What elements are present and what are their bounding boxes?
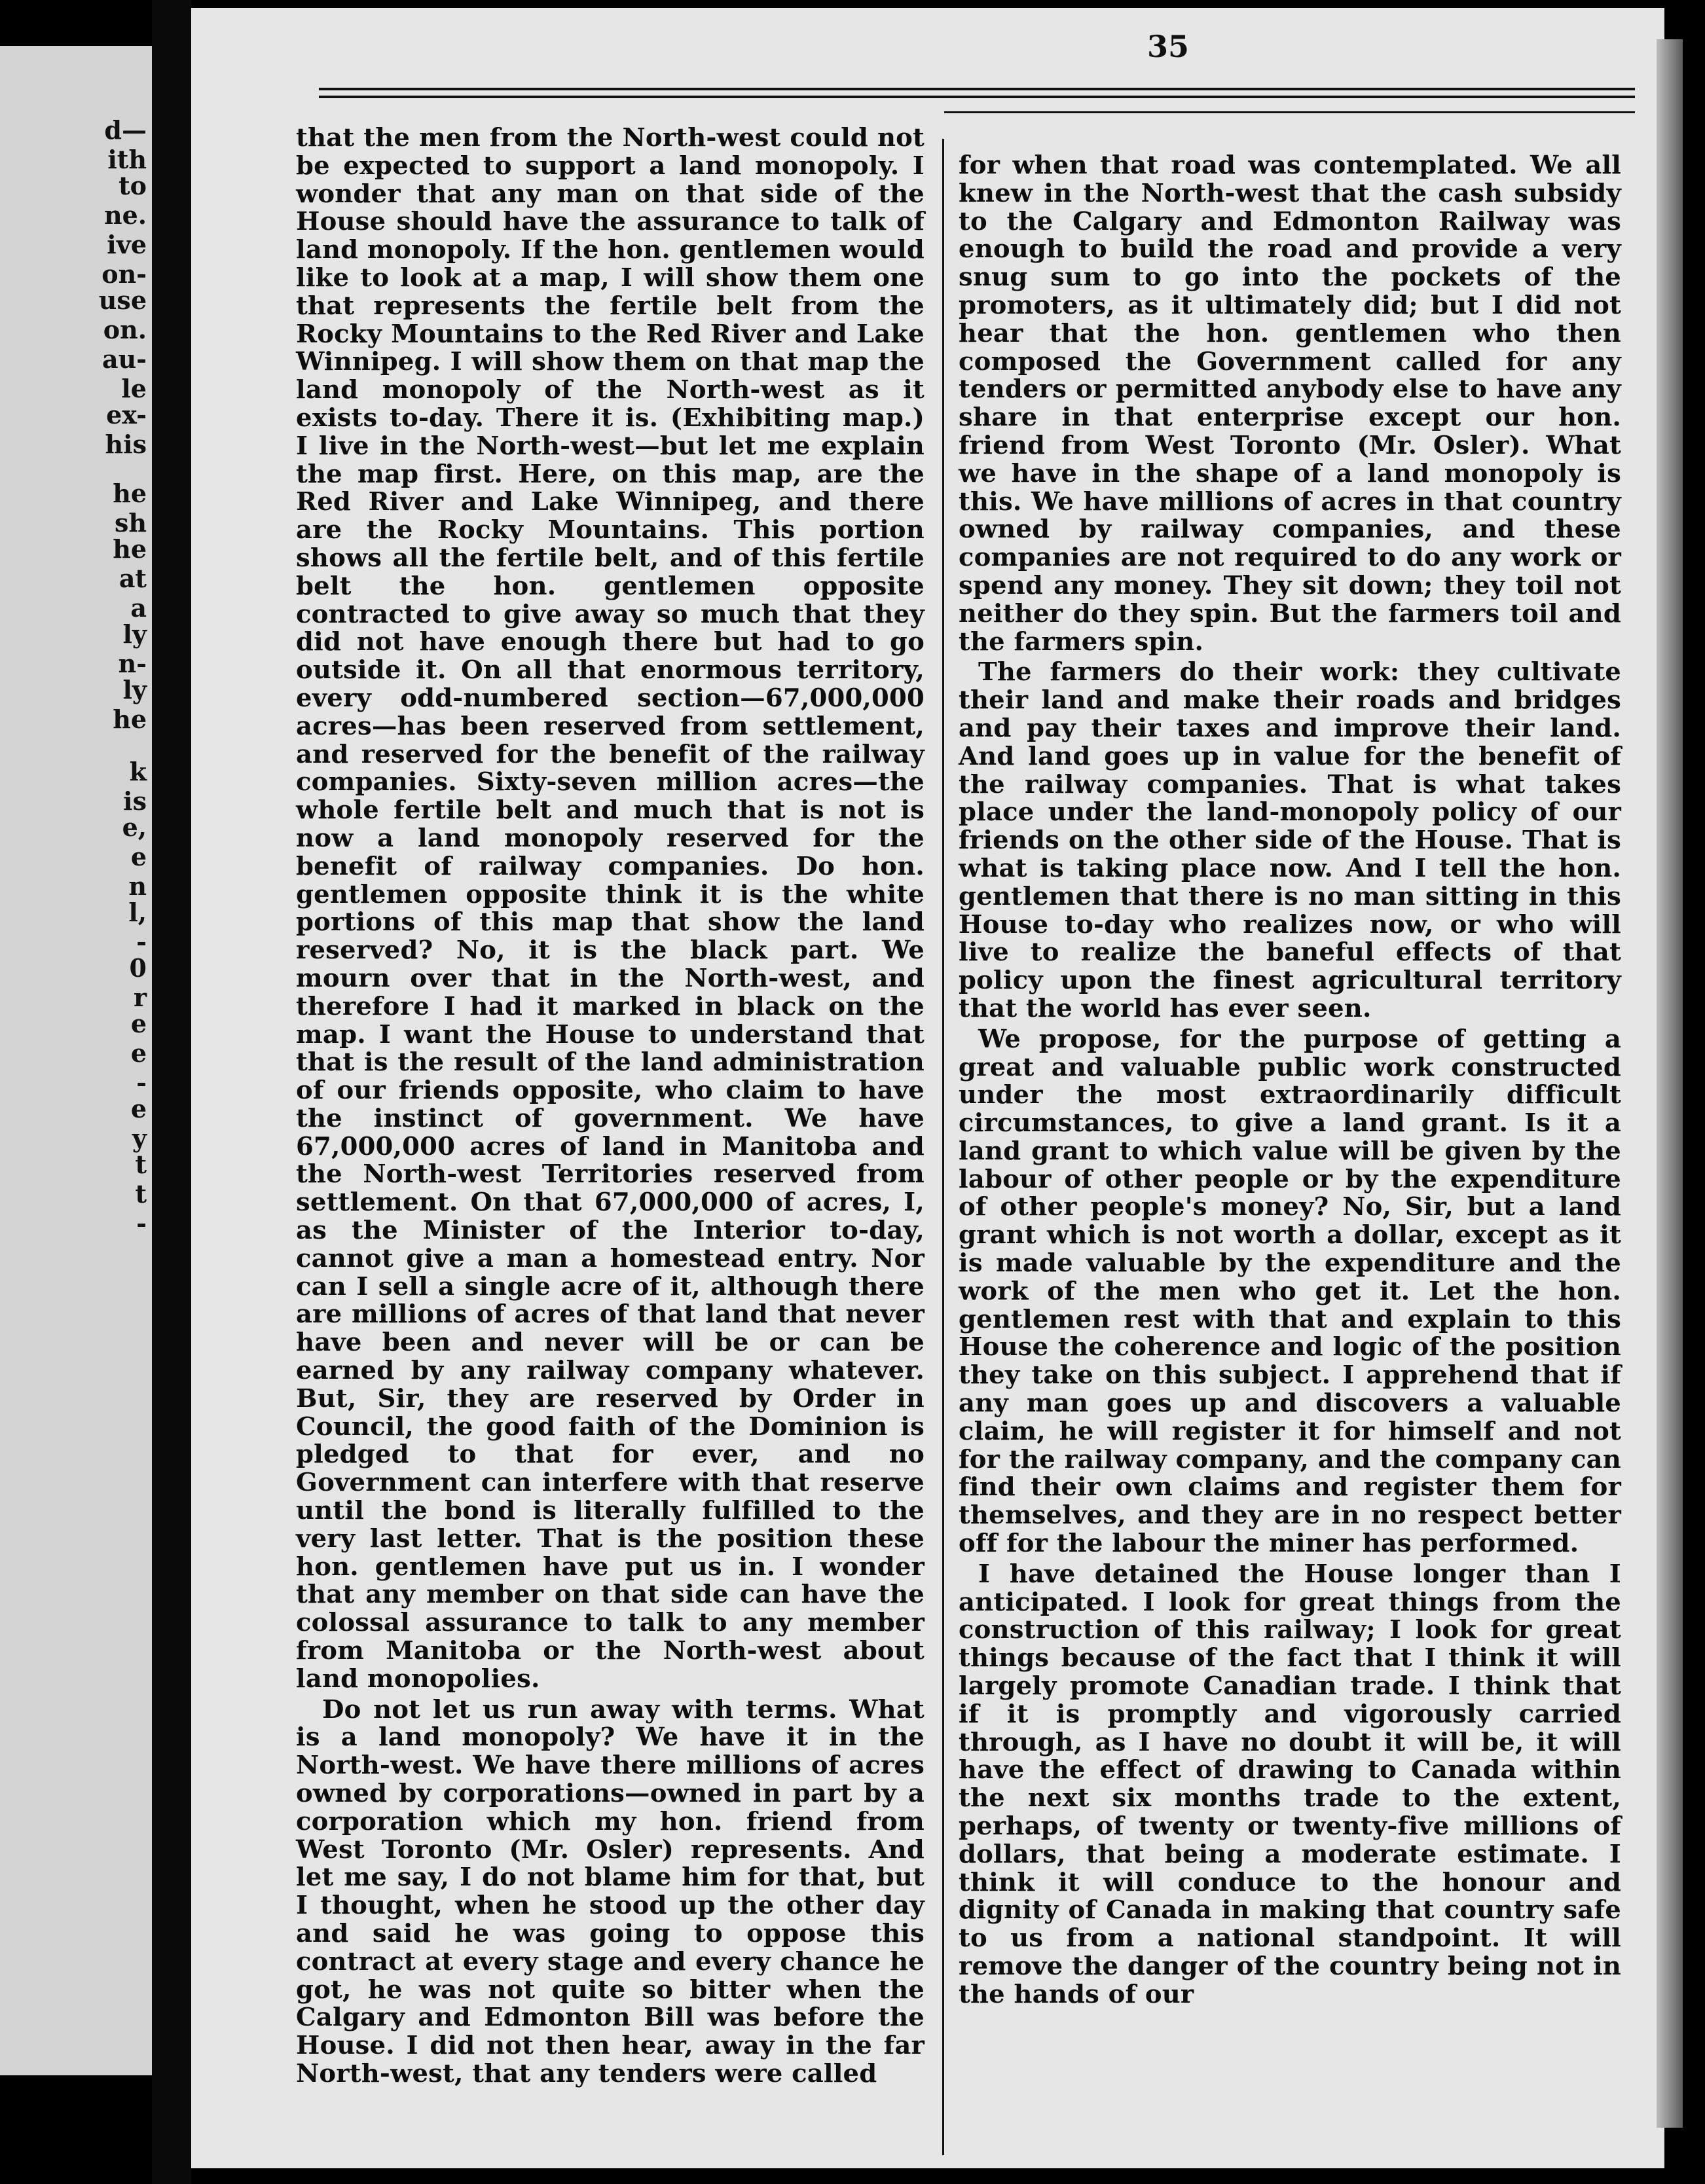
header-rule-right <box>944 111 1635 113</box>
prev-page-fragment: ly <box>122 619 147 649</box>
prev-page-fragment: n <box>128 871 147 901</box>
prev-page-fragment: d— <box>104 115 147 145</box>
prev-page-fragment: le <box>121 374 147 403</box>
prev-page-fragment: he <box>113 479 147 508</box>
prev-page-fragment: - <box>136 1068 147 1097</box>
paragraph: for when that road was contemplated. We all knew in the North-west that the cash subsidy to the Calgary and Edmonton Railway was enough to build the road and provide a very snug sum to go into the pockets of the promoters, as it ultimately did; but I did not hear that the hon. gentlemen who then composed the Government called for any tenders or permitted anybody else to have any share in that enterprise except our hon. friend from West Toronto (Mr. Osler). What we have in the shape of a land monopoly is this. We have millions of acres in that country owned by railway companies, and these companies are not required to do any work or spend any money. They sit down; they toil not neither do they spin. But the farmers toil and the farmers spin. <box>959 151 1621 657</box>
prev-page-fragment: he <box>113 534 147 564</box>
paragraph: We propose, for the purpose of getting a great and valuable public work constructed under the most extraordinarily difficult circumstances, to give a land grant. Is it a land grant to which value will be given by the labour of other people or by the expenditure of other people's money? No, Sir, but a land grant which is not worth a dollar, except as it is made valuable by the expenditure and the work of the men who get it. Let the hon. gentlemen rest with that and explain to this House the coherence and logic of the position they take on this subject. I apprehend that if any man goes up and discovers a valuable claim, he will register it for himself and not for the railway company, and the company can find their own claims and register them for themselves, and they are in no respect better off for the labour the miner has performed. <box>959 1024 1621 1559</box>
prev-page-fragment: at <box>119 564 147 593</box>
paragraph: I have detained the House longer than I anticipated. I look for great things from the construction of this railway; I look for great things because of the fact that I think it will largely promote Canadian trade. I think that if it is promptly and vigorously carried through, as I have no doubt it will be, it will have the effect of drawing to Canada within the next six months trade to the extent, perhaps, of twenty or twenty-five millions of dollars, that being a moderate estimate. I think it will conduce to the honour and dignity of Canada in making that country safe to us from a national standpoint. It will remove the danger of the country being not in the hands of our <box>959 1559 1621 2009</box>
header-rule-bottom <box>319 96 1635 98</box>
prev-page-fragment: to <box>119 171 147 200</box>
prev-page-fragment: e <box>130 842 147 871</box>
header-rule-top <box>319 88 1635 90</box>
prev-page-fragment: on. <box>103 315 147 344</box>
previous-page-edge <box>0 46 152 2075</box>
prev-page-fragment: t <box>135 1179 147 1209</box>
prev-page-fragment: y <box>132 1123 147 1153</box>
prev-page-fragment: sh <box>114 508 147 537</box>
paragraph: The farmers do their work: they cultivate their land and make their roads and bridges and pay their taxes and improve their land. And land goes up in value for the benefit of the railway companies. That is what takes place under the land-monopoly policy of our friends on the other side of the House. That is what is taking place now. And I tell the hon. gentlemen that there is no man sitting in this House to-day who realizes now, or who will live to realize the baneful effects of that policy upon the finest agricultural territory that the world has ever seen. <box>959 657 1621 1023</box>
prev-page-fragment: on- <box>101 259 147 289</box>
left-column <box>296 124 925 2088</box>
paragraph: that the men from the North-west could not be expected to support a land monopoly. I wonder that any man on that side of the House should have the assurance to talk of land monopoly. If the hon. gentlemen would like to look at a map, I will show them one that represents the fertile belt from the Rocky Mountains to the Red River and Lake Winnipeg. I will show them on that map the land monopoly of the North-west as it exists to-day. There it is. (Exhibiting map.) I live in the North-west—but let me explain the map first. Here, on this map, are the Red River and Lake Winnipeg, and there are the Rocky Mountains. This portion shows all the fertile belt, and of this fertile belt the hon. gentlemen opposite contracted to give away so much that they did not have enough there but had to go outside it. On all that enormous territory, every odd-numbered section—67,000,000 acres—has been reserved from settlement, and reserved for the benefit of the railway companies. Sixty-seven million acres—the whole fertile belt and much that is not is now a land monopoly reserved for the benefit of railway companies. Do hon. gentlemen opposite think it is the white portions of this map that show the land reserved? No, it is the black part. We mourn over that in the North-west, and therefore I had it marked in black on the map. I want the House to understand that that is the result of the land administration of our friends opposite, who claim to have the instinct of government. We have 67,000,000 acres of land in Manitoba and the North-west Territories reserved from settlement. On that 67,000,000 of acres, I, as the Minister of the Interior to-day, cannot give a man a homestead entry. Nor can I sell a single acre of it, although there are millions of acres of that land that never have been and never will be or can be earned by any railway company whatever. But, Sir, they are reserved by Order in Council, the good faith of the Dominion is pledged to that for ever, and no Government can interfere with that reserve until the bond is literally fulfilled to the very last letter. That is the position these hon. gentlemen have put us in. I wonder that any member on that side can have the colossal assurance to talk to any member from Manitoba or the North-west about land monopolies. <box>296 123 925 1694</box>
prev-page-fragment: ne. <box>103 200 147 230</box>
prev-page-fragment: use <box>98 285 147 315</box>
paragraph: Do not let us run away with terms. What is a land monopoly? We have it in the North-west. We have there millions of acres owned by corporations—owned in part by a corporation which my hon. friend from West Toronto (Mr. Osler) represents. And let me say, I do not blame him for that, but I thought, when he stood up the other day and said he was going to oppose this contract at every stage and every chance he got, he was not quite so bitter when the Calgary and Edmonton Bill was before the House. I did not then hear, away in the far North-west, that any tenders were called <box>296 1694 925 2088</box>
prev-page-fragment: t <box>135 1150 147 1179</box>
prev-page-fragment: ly <box>122 675 147 704</box>
prev-page-fragment: ith <box>107 145 147 174</box>
prev-page-fragment: e <box>130 1038 147 1068</box>
prev-page-fragment: e <box>130 1009 147 1038</box>
page <box>191 8 1664 2168</box>
prev-page-fragment: e <box>130 1094 147 1123</box>
right-column <box>959 152 1621 2009</box>
prev-page-fragment: au- <box>101 344 147 374</box>
prev-page-fragment: ive <box>107 230 147 259</box>
prev-page-fragment: l, <box>128 898 147 927</box>
prev-page-fragment: - <box>136 927 147 956</box>
prev-page-fragment: his <box>105 429 147 459</box>
prev-page-fragment: e, <box>122 812 147 842</box>
prev-page-fragment: a <box>130 593 147 623</box>
page-number: 35 <box>1147 29 1190 64</box>
prev-page-fragment: r <box>133 983 147 1012</box>
book-gutter <box>152 0 191 2184</box>
prev-page-fragment: he <box>113 704 147 734</box>
prev-page-fragment: n- <box>118 649 147 678</box>
prev-page-fragment: k <box>129 757 147 786</box>
prev-page-fragment: is <box>123 786 147 816</box>
prev-page-fragment: 0 <box>129 953 147 983</box>
prev-page-fragment: - <box>136 1209 147 1238</box>
prev-page-fragment: ex- <box>106 400 147 429</box>
page-edge-shadow <box>1657 39 1683 2128</box>
column-divider <box>942 139 944 2155</box>
